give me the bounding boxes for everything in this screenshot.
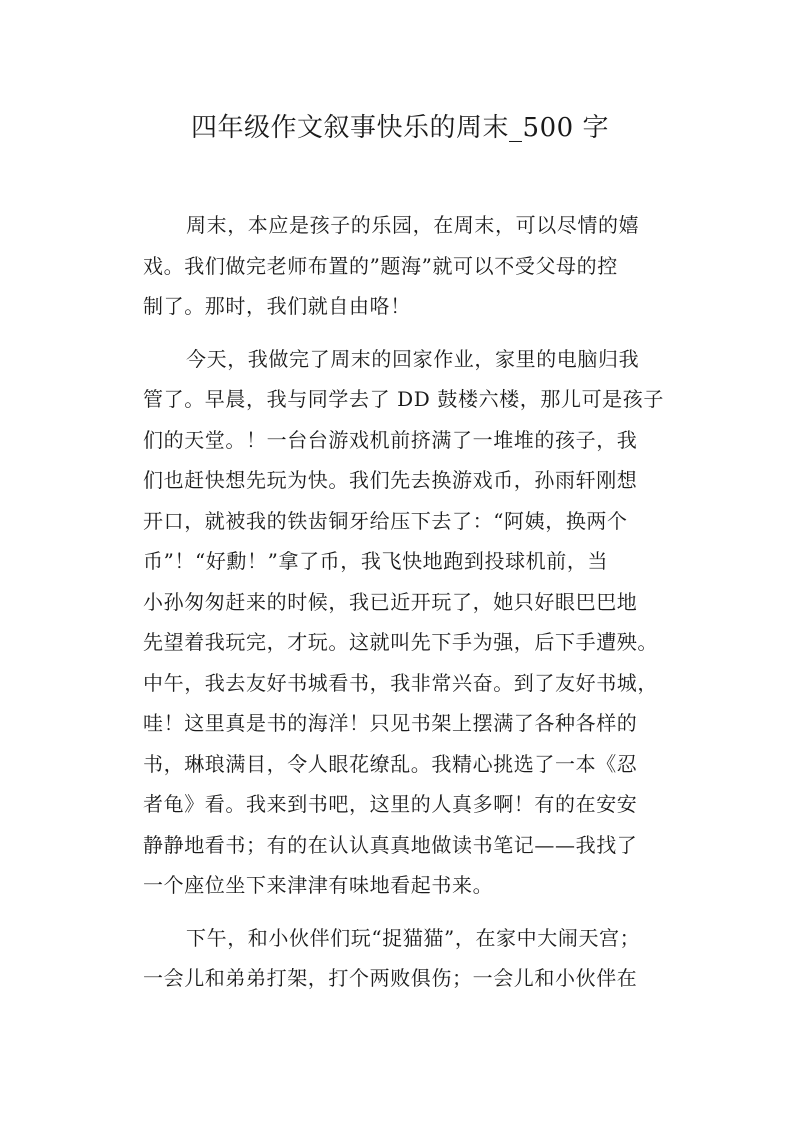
paragraph-2-line-10: 哇！这里真是书的海洋！只见书架上摆满了各种各样的 — [143, 711, 638, 735]
paragraph-2-line-6: 币”！“好勳！”拿了币，我飞快地跑到投球机前，当 — [143, 549, 609, 573]
paragraph-2-line-5: 开口，就被我的铁齿铜牙给压下去了：“阿姨，换两个 — [143, 508, 628, 533]
paragraph-2-line-7: 小孙匆匆赶来的时候，我已近开玩了，她只好眼巴巴地 — [143, 589, 638, 614]
paragraph-2-line-2: 管了。早晨，我与同学去了 DD 鼓楼六楼，那儿可是孩子 — [143, 387, 664, 411]
paragraph-gap — [143, 327, 673, 339]
paragraph-3-line-2: 一会儿和弟弟打架，打个两败俱伤；一会儿和小伙伴在 — [143, 966, 638, 990]
document-body — [143, 205, 673, 999]
paragraph-2-line-3: 们的天堂。！一台台游戏机前挤满了一堆堆的孩子，我 — [143, 427, 638, 452]
paragraph-2-line-13: 静静地看书；有的在认认真真地做读书笔记——我找了 — [143, 832, 638, 857]
paragraph-2-line-12: 者龟》看。我来到书吧，这里的人真多啊！有的在安安 — [143, 792, 638, 816]
paragraph-2-line-1: 今天，我做完了周末的回家作业，家里的电脑归我 — [186, 346, 640, 371]
paragraph-2-line-11: 书，琳琅满目，令人眼花缭乱。我精心挑选了一本《忍 — [143, 751, 638, 776]
paragraph-3-line-1: 下午，和小伙伴们玩“捉猫猫”，在家中大闹天宫； — [186, 925, 641, 950]
paragraph-1-line-1: 周末，本应是孩子的乐园，在周末，可以尽情的嬉 — [186, 213, 640, 237]
paragraph-2-line-8: 先望着我玩完，才玩。这就叫先下手为强，后下手遭殃。 — [143, 630, 658, 654]
paragraph-1-line-2: 戏。我们做完老师布置的”题海”就可以不受父母的控 — [143, 253, 618, 278]
document-title: 四年级作文叙事快乐的周末_500 字 — [191, 113, 609, 143]
paragraph-1-line-3: 制了。那时，我们就自由咯！ — [143, 294, 411, 318]
paragraph-2-line-9: 中午，我去友好书城看书，我非常兴奋。到了友好书城， — [143, 670, 658, 695]
paragraph-2-line-4: 们也赶快想先玩为快。我们先去换游戏币，孙雨轩刚想 — [143, 468, 638, 492]
paragraph-gap — [143, 906, 673, 918]
paragraph-2-line-14: 一个座位坐下来津津有味地看起书来。 — [143, 873, 494, 897]
